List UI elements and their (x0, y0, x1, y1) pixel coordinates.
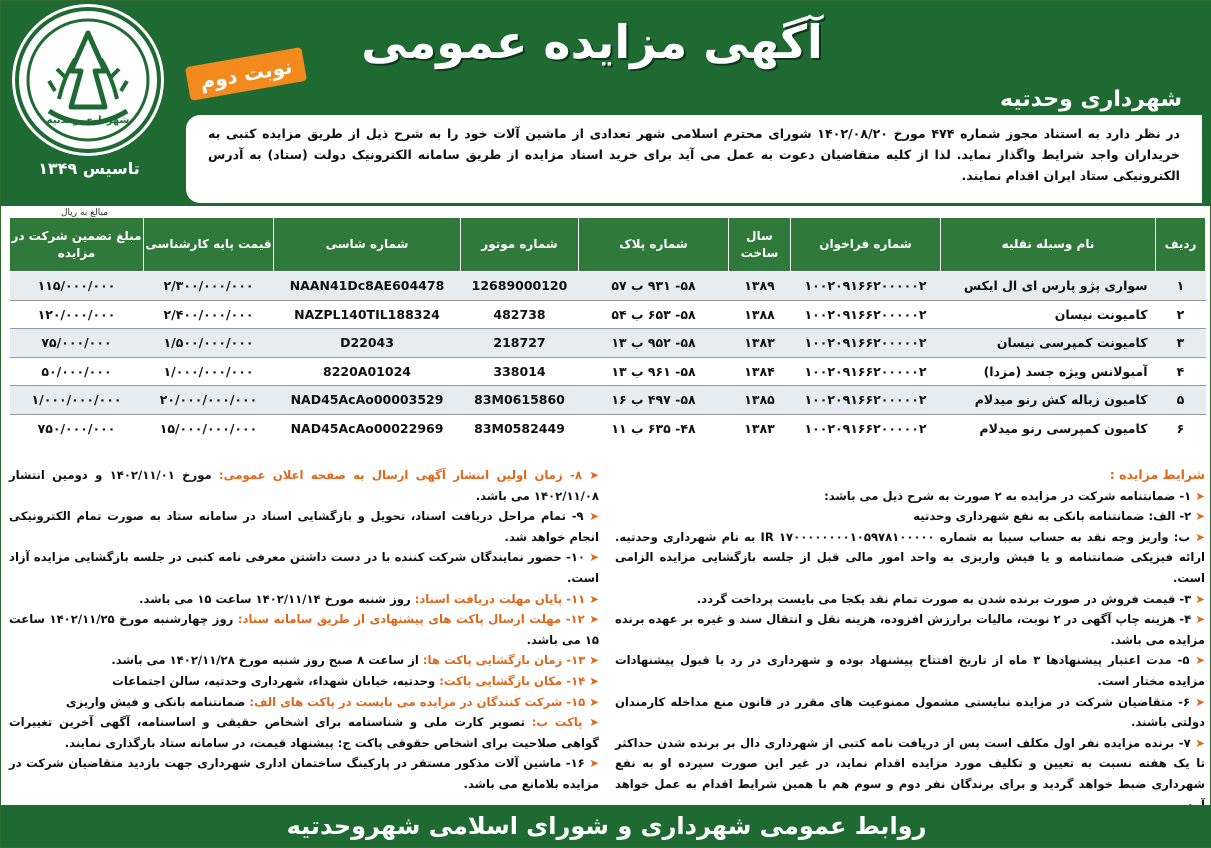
cell-engine-number: 83M0615860 (461, 386, 579, 415)
cell-plate: ۵۸- ۹۳۱ ب ۵۷ (579, 272, 729, 301)
arrow-icon: ➤ (1191, 488, 1205, 503)
col-header-base-price: قیمت پایه کارشناسی (144, 218, 274, 272)
clause-text: ب: واریز وجه نقد به حساب سیبا به شماره IR ۱۷۰۰۰۰۰۰۰۰۱۰۵۹۷۸۱۰۰۰۰۰ به نام شهرداری وحدتیه. ارائه فیزیکی ضمانتنامه و یا فیش واریزی به واحد امور مالی قبل از جلسه بازگشایی مزایده الزامی است. (615, 529, 1205, 585)
cell-plate: ۵۸- ۹۵۲ ب ۱۳ (579, 329, 729, 358)
col-header-vehicle-name: نام وسیله نقلیه (941, 218, 1156, 272)
condition-clause (9, 671, 599, 692)
col-header-year: سال ساخت (729, 218, 791, 272)
col-header-chassis: شماره شاسی (274, 218, 461, 272)
arrow-icon: ➤ (582, 715, 599, 730)
clause-text: روز چهارشنبه مورخ ۱۴۰۲/۱۱/۲۵ ساعت ۱۵ می باشد. (9, 612, 599, 647)
condition-clause (615, 506, 1205, 527)
cell-plate: ۵۸- ۹۶۱ ب ۱۳ (579, 357, 729, 386)
notice-title: آگهی مزایده عمومی (361, 15, 823, 69)
cell-deposit: ۷۵/۰۰۰/۰۰۰ (10, 329, 144, 358)
conditions-title: شرایط مزایده : (1109, 467, 1205, 482)
condition-clause (615, 589, 1205, 610)
footer-banner: روابط عمومی شهرداری و شورای اسلامی شهروحدتیه (1, 805, 1211, 847)
cell-row-number: ۱ (1156, 272, 1206, 301)
condition-clause (9, 650, 599, 671)
currency-unit-note: مبالغ به ریال (61, 208, 108, 218)
condition-clause (9, 753, 599, 794)
cell-vehicle-name: سواری پژو پارس ای ال ایکس (941, 272, 1156, 301)
cell-chassis-number: NAZPL140TIL188324 (274, 300, 461, 329)
condition-clause (9, 589, 599, 610)
condition-clause (9, 712, 599, 753)
clause-text: ۵- مدت اعتبار پیشنهادها ۳ ماه از تاریخ افتتاح پیشنهاد بوده و شهرداری در رد یا قبول پیشنهادات مزایده مختار است. (615, 653, 1205, 688)
table-row (10, 357, 1206, 386)
arrow-icon: ➤ (1191, 509, 1205, 524)
arrow-icon: ➤ (585, 653, 599, 668)
cell-deposit: ۵۰/۰۰۰/۰۰۰ (10, 357, 144, 386)
header-banner (1, 1, 1211, 206)
cell-vehicle-name: آمبولانس ویژه جسد (مزدا) (941, 357, 1156, 386)
auction-conditions (9, 465, 1205, 803)
table-row (10, 414, 1206, 443)
cell-deposit: ۱/۰۰۰/۰۰۰/۰۰۰ (10, 386, 144, 415)
clause-text: وحدتیه، خیابان شهداء، شهرداری وحدتیه، سالن اجتماعات (112, 673, 440, 688)
arrow-icon: ➤ (585, 591, 599, 606)
conditions-column-left (9, 465, 599, 803)
condition-clause (615, 650, 1205, 691)
condition-clause (615, 609, 1205, 650)
clause-text: ۹- تمام مراحل دریافت اسناد، تحویل و بازگشایی اسناد در سامانه ستاد به صورت تمام الکترونیکی انجام خواهد شد. (9, 509, 599, 544)
clause-highlight: پاکت ب: (531, 715, 583, 730)
cell-row-number: ۵ (1156, 386, 1206, 415)
cell-engine-number: 482738 (461, 300, 579, 329)
conditions-column-right (615, 465, 1205, 803)
cell-row-number: ۶ (1156, 414, 1206, 443)
table-row (10, 300, 1206, 329)
cell-call-number: ۱۰۰۲۰۹۱۶۶۲۰۰۰۰۰۲ (791, 414, 941, 443)
table-row (10, 386, 1206, 415)
col-header-row-number: ردیف (1156, 218, 1206, 272)
cell-vehicle-name: کامیون کمپرسی رنو میدلام (941, 414, 1156, 443)
cell-year: ۱۳۸۴ (729, 357, 791, 386)
cell-year: ۱۳۸۳ (729, 414, 791, 443)
clause-text: مورخ ۱۴۰۲/۱۱/۰۱ و دومین انتشار ۱۴۰۲/۱۱/۰۸ می باشد. (9, 468, 599, 503)
condition-clause (615, 527, 1205, 589)
municipality-name: شهرداری وحدتیه (1000, 87, 1182, 112)
cell-chassis-number: NAD45AcAo00022969 (274, 414, 461, 443)
cell-base-price: ۱/۰۰۰/۰۰۰/۰۰۰ (144, 357, 274, 386)
clause-text: تصویر کارت ملی و شناسنامه برای اشخاص حقیقی و اساسنامه، آگهی آخرین تغییرات گواهی صلاحیت برای اشخاص حقوقی پاکت ج: پیشنهاد قیمت، در سامانه ستاد بارگذاری نمایند. (9, 715, 599, 750)
clause-highlight: ۱۳- زمان بازگشایی پاکت ها: (422, 653, 586, 668)
arrow-icon: ➤ (1190, 694, 1205, 709)
cell-row-number: ۳ (1156, 329, 1206, 358)
cell-deposit: ۷۵۰/۰۰۰/۰۰۰ (10, 414, 144, 443)
municipality-logo (9, 7, 169, 192)
arrow-icon: ➤ (1189, 653, 1205, 668)
arrow-icon: ➤ (1190, 735, 1205, 750)
logo-text: شهرداری وحدتیه (46, 115, 130, 126)
arrow-icon: ➤ (584, 612, 599, 627)
clause-highlight: ۱۲- مهلت ارسال پاکت های پیشنهادی از طریق سامانه ستاد: (237, 612, 585, 627)
left-clauses (9, 465, 599, 795)
clause-text: ۲- الف: ضمانتنامه بانکی به نفع شهرداری وحدتیه (913, 509, 1192, 524)
arrow-icon: ➤ (585, 550, 599, 565)
right-clauses (615, 486, 1205, 816)
cell-engine-number: 12689000120 (461, 272, 579, 301)
clause-text: ۱۰- حضور نمایندگان شرکت کننده با در دست داشتن معرفی نامه کتبی در جلسه بازگشایی مزایده آزاد است. (9, 550, 599, 585)
arrow-icon: ➤ (585, 673, 599, 688)
cell-plate: ۴۸- ۶۳۵ ب ۱۱ (579, 414, 729, 443)
cell-year: ۱۳۸۳ (729, 329, 791, 358)
arrow-icon: ➤ (584, 756, 599, 771)
clause-text: از ساعت ۸ صبح روز شنبه مورخ ۱۴۰۲/۱۱/۲۸ می باشد. (111, 653, 423, 668)
cell-vehicle-name: کامیونت کمپرسی نیسان (941, 329, 1156, 358)
cell-base-price: ۲/۴۰۰/۰۰۰/۰۰۰ (144, 300, 274, 329)
cell-chassis-number: 8220A01024 (274, 357, 461, 386)
vehicle-table (9, 217, 1206, 443)
cell-plate: ۵۸- ۶۵۳ ب ۵۴ (579, 300, 729, 329)
arrow-icon: ➤ (581, 468, 599, 482)
condition-clause (9, 547, 599, 588)
cell-year: ۱۳۸۸ (729, 300, 791, 329)
table-row (10, 329, 1206, 358)
clause-text: ۷- برنده مزایده نفر اول مکلف است پس از دریافت نامه کتبی از شهرداری دال بر برنده شدن حداکثر تا یک هفته نسبت به تعیین و تکلیف مورد مزایده اقدام نماید، در غیر این صورت سپرده او به نفع شهرداری ضبط خواهد گردید و برای برندگان نفر دوم و سوم هم با همین شرایط اقدام به عمل خواهد (615, 735, 1205, 791)
arrow-icon: ➤ (583, 509, 599, 524)
cell-engine-number: 218727 (461, 329, 579, 358)
condition-clause (9, 692, 599, 713)
clause-text: ۶- متقاضیان شرکت در مزایده نبایستی مشمول ممنوعیت های مقرر در قانون منع مداخله کارمندان دولتی باشند. (615, 694, 1205, 730)
table-header-row (10, 218, 1206, 272)
clause-text: ۳- قیمت فروش در صورت برنده شدن به صورت تمام نقد یکجا می بایست پرداخت گردد. (696, 591, 1192, 606)
cell-chassis-number: NAD45AcAo00003529 (274, 386, 461, 415)
cell-base-price: ۱۵/۰۰۰/۰۰۰/۰۰۰ (144, 414, 274, 443)
clause-text: ۱- ضمانتنامه شرکت در مزایده به ۲ صورت به شرح ذیل می باشد: (824, 488, 1192, 503)
arrow-icon: ➤ (1190, 529, 1205, 544)
cell-base-price: ۲/۳۰۰/۰۰۰/۰۰۰ (144, 272, 274, 301)
cell-call-number: ۱۰۰۲۰۹۱۶۶۲۰۰۰۰۰۲ (791, 357, 941, 386)
clause-text: ۴- هزینه چاپ آگهی در ۲ نوبت، مالیات برارزش افزوده، هزینه نقل و انتقال سند و غیره بر عهده برنده مزایده می باشد. (615, 612, 1205, 647)
clause-highlight: ۱۱- پایان مهلت دریافت اسناد: (414, 591, 586, 606)
clause-highlight: ۱۵- شرکت کنندگان در مزایده می بایست در پاکت های الف: (249, 694, 586, 709)
col-header-deposit: مبلغ تضمین شرکت در مزایده (10, 218, 144, 272)
condition-clause (615, 486, 1205, 507)
cell-call-number: ۱۰۰۲۰۹۱۶۶۲۰۰۰۰۰۲ (791, 300, 941, 329)
clause-highlight: ۸- زمان اولین انتشار آگهی ارسال به صفحه اعلان عمومی: (219, 468, 582, 482)
clause-text: روز شنبه مورخ ۱۴۰۲/۱۱/۱۴ ساعت ۱۵ می باشد. (139, 591, 415, 606)
condition-clause (9, 465, 599, 506)
cell-call-number: ۱۰۰۲۰۹۱۶۶۲۰۰۰۰۰۲ (791, 386, 941, 415)
cell-chassis-number: NAAN41Dc8AE604478 (274, 272, 461, 301)
clause-highlight: ۱۴- مکان بازگشایی پاکت: (439, 673, 586, 688)
cell-row-number: ۴ (1156, 357, 1206, 386)
table-row (10, 272, 1206, 301)
arrow-icon: ➤ (1191, 591, 1205, 606)
round-badge: نوبت دوم (185, 47, 307, 101)
cell-deposit: ۱۲۰/۰۰۰/۰۰۰ (10, 300, 144, 329)
col-header-call-number: شماره فراخوان (791, 218, 941, 272)
table-body (10, 272, 1206, 443)
cell-chassis-number: D22043 (274, 329, 461, 358)
cell-call-number: ۱۰۰۲۰۹۱۶۶۲۰۰۰۰۰۲ (791, 329, 941, 358)
cell-call-number: ۱۰۰۲۰۹۱۶۶۲۰۰۰۰۰۲ (791, 272, 941, 301)
cell-vehicle-name: کامیون زباله کش رنو میدلام (941, 386, 1156, 415)
arrow-icon: ➤ (585, 694, 599, 709)
col-header-engine: شماره موتور (461, 218, 579, 272)
cell-year: ۱۳۸۵ (729, 386, 791, 415)
cell-base-price: ۲۰/۰۰۰/۰۰۰/۰۰۰ (144, 386, 274, 415)
cell-year: ۱۳۸۹ (729, 272, 791, 301)
condition-clause (9, 506, 599, 547)
cell-engine-number: 338014 (461, 357, 579, 386)
cell-engine-number: 83M0582449 (461, 414, 579, 443)
logo-emblem-icon (19, 11, 157, 149)
condition-clause (615, 733, 1205, 815)
intro-text: در نظر دارد به استناد مجوز شماره ۴۷۴ مورخ ۱۴۰۲/۰۸/۲۰ شورای محترم اسلامی شهر تعدادی از ماشین آلات خود را به شرح ذیل از طریق مزایده کتبی به خریداران واجد شرایط واگذار نماید. لذا از کلیه متقاضیان دعوت به عمل می آید برای خرید اسناد مزایده از طریق سامانه الکترونیک دولت (ستاد) به آدرس الکترونیکی ستاد ایران اقدام نمایند. (194, 119, 1194, 199)
logo-year: تاسیس ۱۳۴۹ (38, 159, 140, 178)
cell-vehicle-name: کامیونت نیسان (941, 300, 1156, 329)
clause-text: ضمانتنامه بانکی و فیش واریزی (65, 694, 250, 709)
logo-emblem (15, 7, 161, 153)
cell-base-price: ۱/۵۰۰/۰۰۰/۰۰۰ (144, 329, 274, 358)
arrow-icon: ➤ (1191, 612, 1205, 627)
condition-clause (615, 692, 1205, 733)
cell-deposit: ۱۱۵/۰۰۰/۰۰۰ (10, 272, 144, 301)
clause-text: ۱۶- ماشین آلات مذکور مستقر در پارکینگ ساختمان اداری شهرداری جهت بازدید متقاضیان شرکت در مزایده بلامانع می باشد. (9, 756, 599, 791)
col-header-plate: شماره پلاک (579, 218, 729, 272)
cell-plate: ۵۸- ۴۹۷ ب ۱۶ (579, 386, 729, 415)
condition-clause (9, 609, 599, 650)
cell-row-number: ۲ (1156, 300, 1206, 329)
